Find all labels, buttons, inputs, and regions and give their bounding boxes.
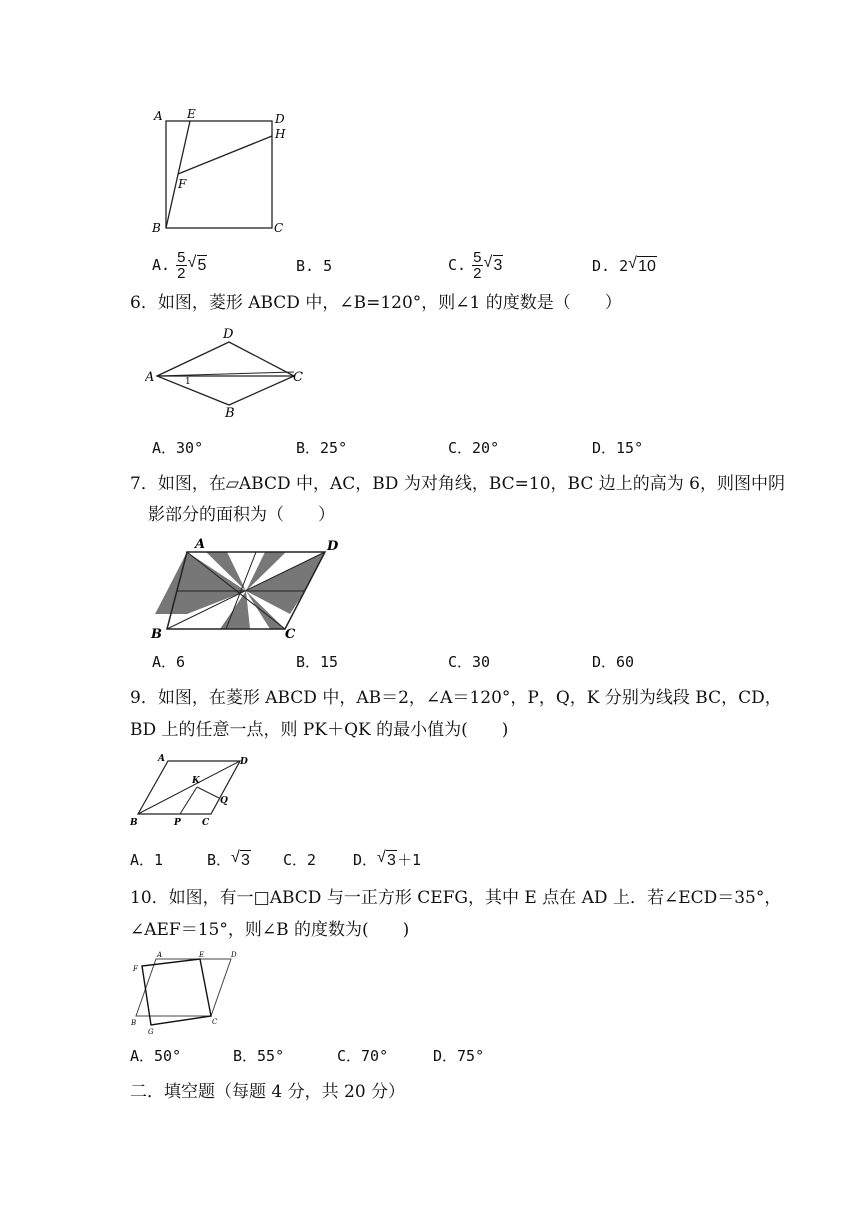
q10-stem-line2: ∠AEF＝15°，则∠B 的度数为( ) xyxy=(130,920,410,940)
q5-option-b: B. 5 xyxy=(296,257,333,275)
label-A: A xyxy=(195,537,206,552)
label-A: A xyxy=(157,951,163,959)
label-E: E xyxy=(199,951,205,959)
q10-option-c: C．70° xyxy=(337,1047,389,1065)
q7-option-c: C．30 xyxy=(448,653,491,671)
label-D: D xyxy=(240,757,248,767)
figure-q6-rhombus xyxy=(145,322,315,422)
label-B: B xyxy=(151,627,162,642)
q10-option-b: B．55° xyxy=(233,1047,285,1065)
label-D: D xyxy=(275,112,285,126)
label-D: D xyxy=(327,539,339,554)
q7-option-b: B．15 xyxy=(296,653,339,671)
label-D: D xyxy=(223,327,234,342)
q6-option-b: B．25° xyxy=(296,439,348,457)
q6-option-d: D．15° xyxy=(592,439,644,457)
label-C: C xyxy=(212,1018,218,1026)
label-C: C xyxy=(285,627,296,642)
label-A: A xyxy=(154,109,163,123)
q5-option-d: D. 2 √ 10 xyxy=(592,255,656,275)
label-B: B xyxy=(130,818,138,828)
q6-stem: 6．如图，菱形 ABCD 中，∠B=120°，则∠1 的度数是（ ） xyxy=(130,293,622,313)
label-1: 1 xyxy=(185,377,191,387)
label-Q: Q xyxy=(220,796,228,806)
q9-stem-line2: BD 上的任意一点，则 PK＋QK 的最小值为( ) xyxy=(130,720,509,740)
label-B: B xyxy=(225,406,235,421)
q7-stem-line1: 7．如图，在▱ABCD 中，AC，BD 为对角线，BC=10，BC 边上的高为 6，则图中阴 xyxy=(130,474,785,494)
q10-option-a: A．50° xyxy=(130,1047,182,1065)
q10-stem-line1: 10．如图，有一□ABCD 与一正方形 CEFG，其中 E 点在 AD 上．若∠ECD＝35°， xyxy=(130,888,782,908)
label-E: E xyxy=(187,107,196,121)
figure-q7-parallelogram xyxy=(145,534,355,642)
label-A: A xyxy=(158,754,165,764)
q7-option-d: D．60 xyxy=(592,653,635,671)
label-F: F xyxy=(133,965,138,973)
label-G: G xyxy=(148,1028,154,1036)
label-B: B xyxy=(131,1019,137,1027)
figure-q9-rhombus xyxy=(128,752,248,830)
label-F: F xyxy=(178,177,187,191)
figure-q10-parallelogram-square xyxy=(128,948,248,1038)
section-heading-fill-in: 二．填空题（每题 4 分，共 20 分） xyxy=(130,1082,406,1102)
q9-option-b: B． √ 3 xyxy=(207,849,250,869)
q9-option-d: D． √ 3＋1 xyxy=(353,849,421,869)
q9-option-a: A．1 xyxy=(130,851,164,869)
q6-option-c: C．20° xyxy=(448,439,500,457)
label-H: H xyxy=(275,127,286,141)
q9-option-c: C．2 xyxy=(283,851,317,869)
q7-stem-line2: 影部分的面积为（ ） xyxy=(148,505,335,525)
q5-option-a: A. $\frac{5}{2}$ √ 5 xyxy=(152,249,207,282)
label-A: A xyxy=(145,370,155,385)
label-B: B xyxy=(152,221,161,235)
label-K: K xyxy=(192,776,200,786)
label-P: P xyxy=(174,818,181,828)
q6-option-a: A．30° xyxy=(152,439,204,457)
label-C: C xyxy=(274,221,284,235)
q5-option-c: C. $\frac{5}{2}$ √ 3 xyxy=(448,249,503,282)
label-C: C xyxy=(293,370,303,385)
q9-stem-line1: 9．如图，在菱形 ABCD 中，AB＝2，∠A＝120°，P，Q，K 分别为线段 BC，CD， xyxy=(130,688,782,708)
label-D: D xyxy=(231,951,237,959)
figure-q5-square xyxy=(145,104,295,240)
q7-option-a: A．6 xyxy=(152,653,186,671)
q10-option-d: D．75° xyxy=(433,1047,485,1065)
label-C: C xyxy=(202,818,210,828)
